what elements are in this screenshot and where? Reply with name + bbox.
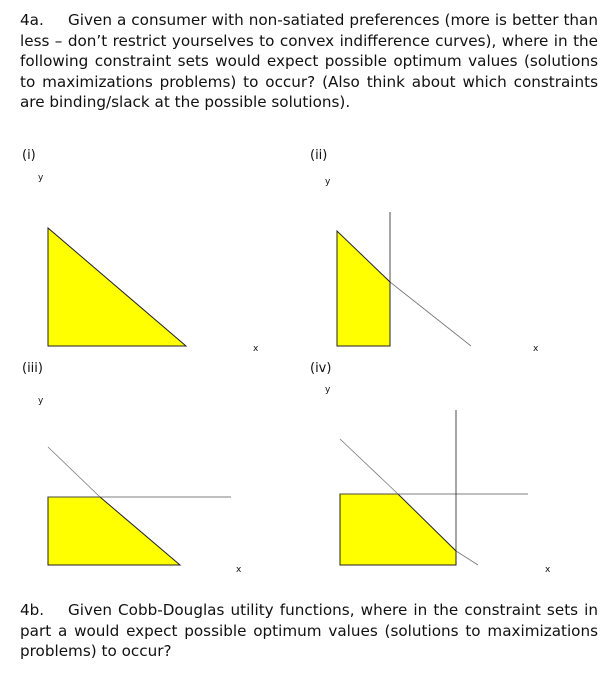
panel-i-label: (i) <box>22 148 36 163</box>
panel-iii-ylabel: y <box>38 396 44 406</box>
panel-i-feasible-region <box>48 228 186 346</box>
panel-iii-diagram <box>48 447 231 565</box>
panel-iv-xlabel: x <box>545 565 551 575</box>
question-4a-text: Given a consumer with non-satiated preferences (more is better than less – don’t restrict yourselves to convex indifference curves), where in the following constraint sets would expect possible optimum values (solutions to maximizations problems) to occur? (Also think about which constraints are binding/slack at the possible solutions). <box>20 11 598 111</box>
panel-ii-diagram <box>337 212 471 346</box>
question-4b-text: Given Cobb-Douglas utility functions, where in the constraint sets in part a would expect possible optimum values (solutions to maximizations problems) to occur? <box>20 601 598 660</box>
panel-iv-budget-line-upper <box>340 439 398 494</box>
panel-iii-feasible-region <box>48 497 180 565</box>
question-4a-number: 4a. <box>20 11 44 29</box>
question-4b <box>20 600 598 662</box>
panel-iv-diagram <box>340 410 528 565</box>
panel-ii-feasible-region <box>337 231 390 346</box>
question-4b-number: 4b. <box>20 601 45 619</box>
panel-ii-xlabel: x <box>533 344 539 354</box>
panel-ii-budget-line <box>390 282 471 346</box>
panel-iv-label: (iv) <box>310 361 332 376</box>
panel-iv-ylabel: y <box>325 385 331 395</box>
panel-iv-feasible-region <box>340 494 456 565</box>
panel-iii-label: (iii) <box>22 361 43 376</box>
panel-iv-budget-line-lower <box>456 551 478 565</box>
panel-i-xlabel: x <box>253 344 259 354</box>
panel-ii-ylabel: y <box>325 177 331 187</box>
panel-i-diagram <box>48 228 186 346</box>
panel-iii-xlabel: x <box>236 565 242 575</box>
panel-ii-label: (ii) <box>310 148 328 163</box>
panel-i-ylabel: y <box>38 173 44 183</box>
panel-iii-budget-line <box>48 447 100 497</box>
